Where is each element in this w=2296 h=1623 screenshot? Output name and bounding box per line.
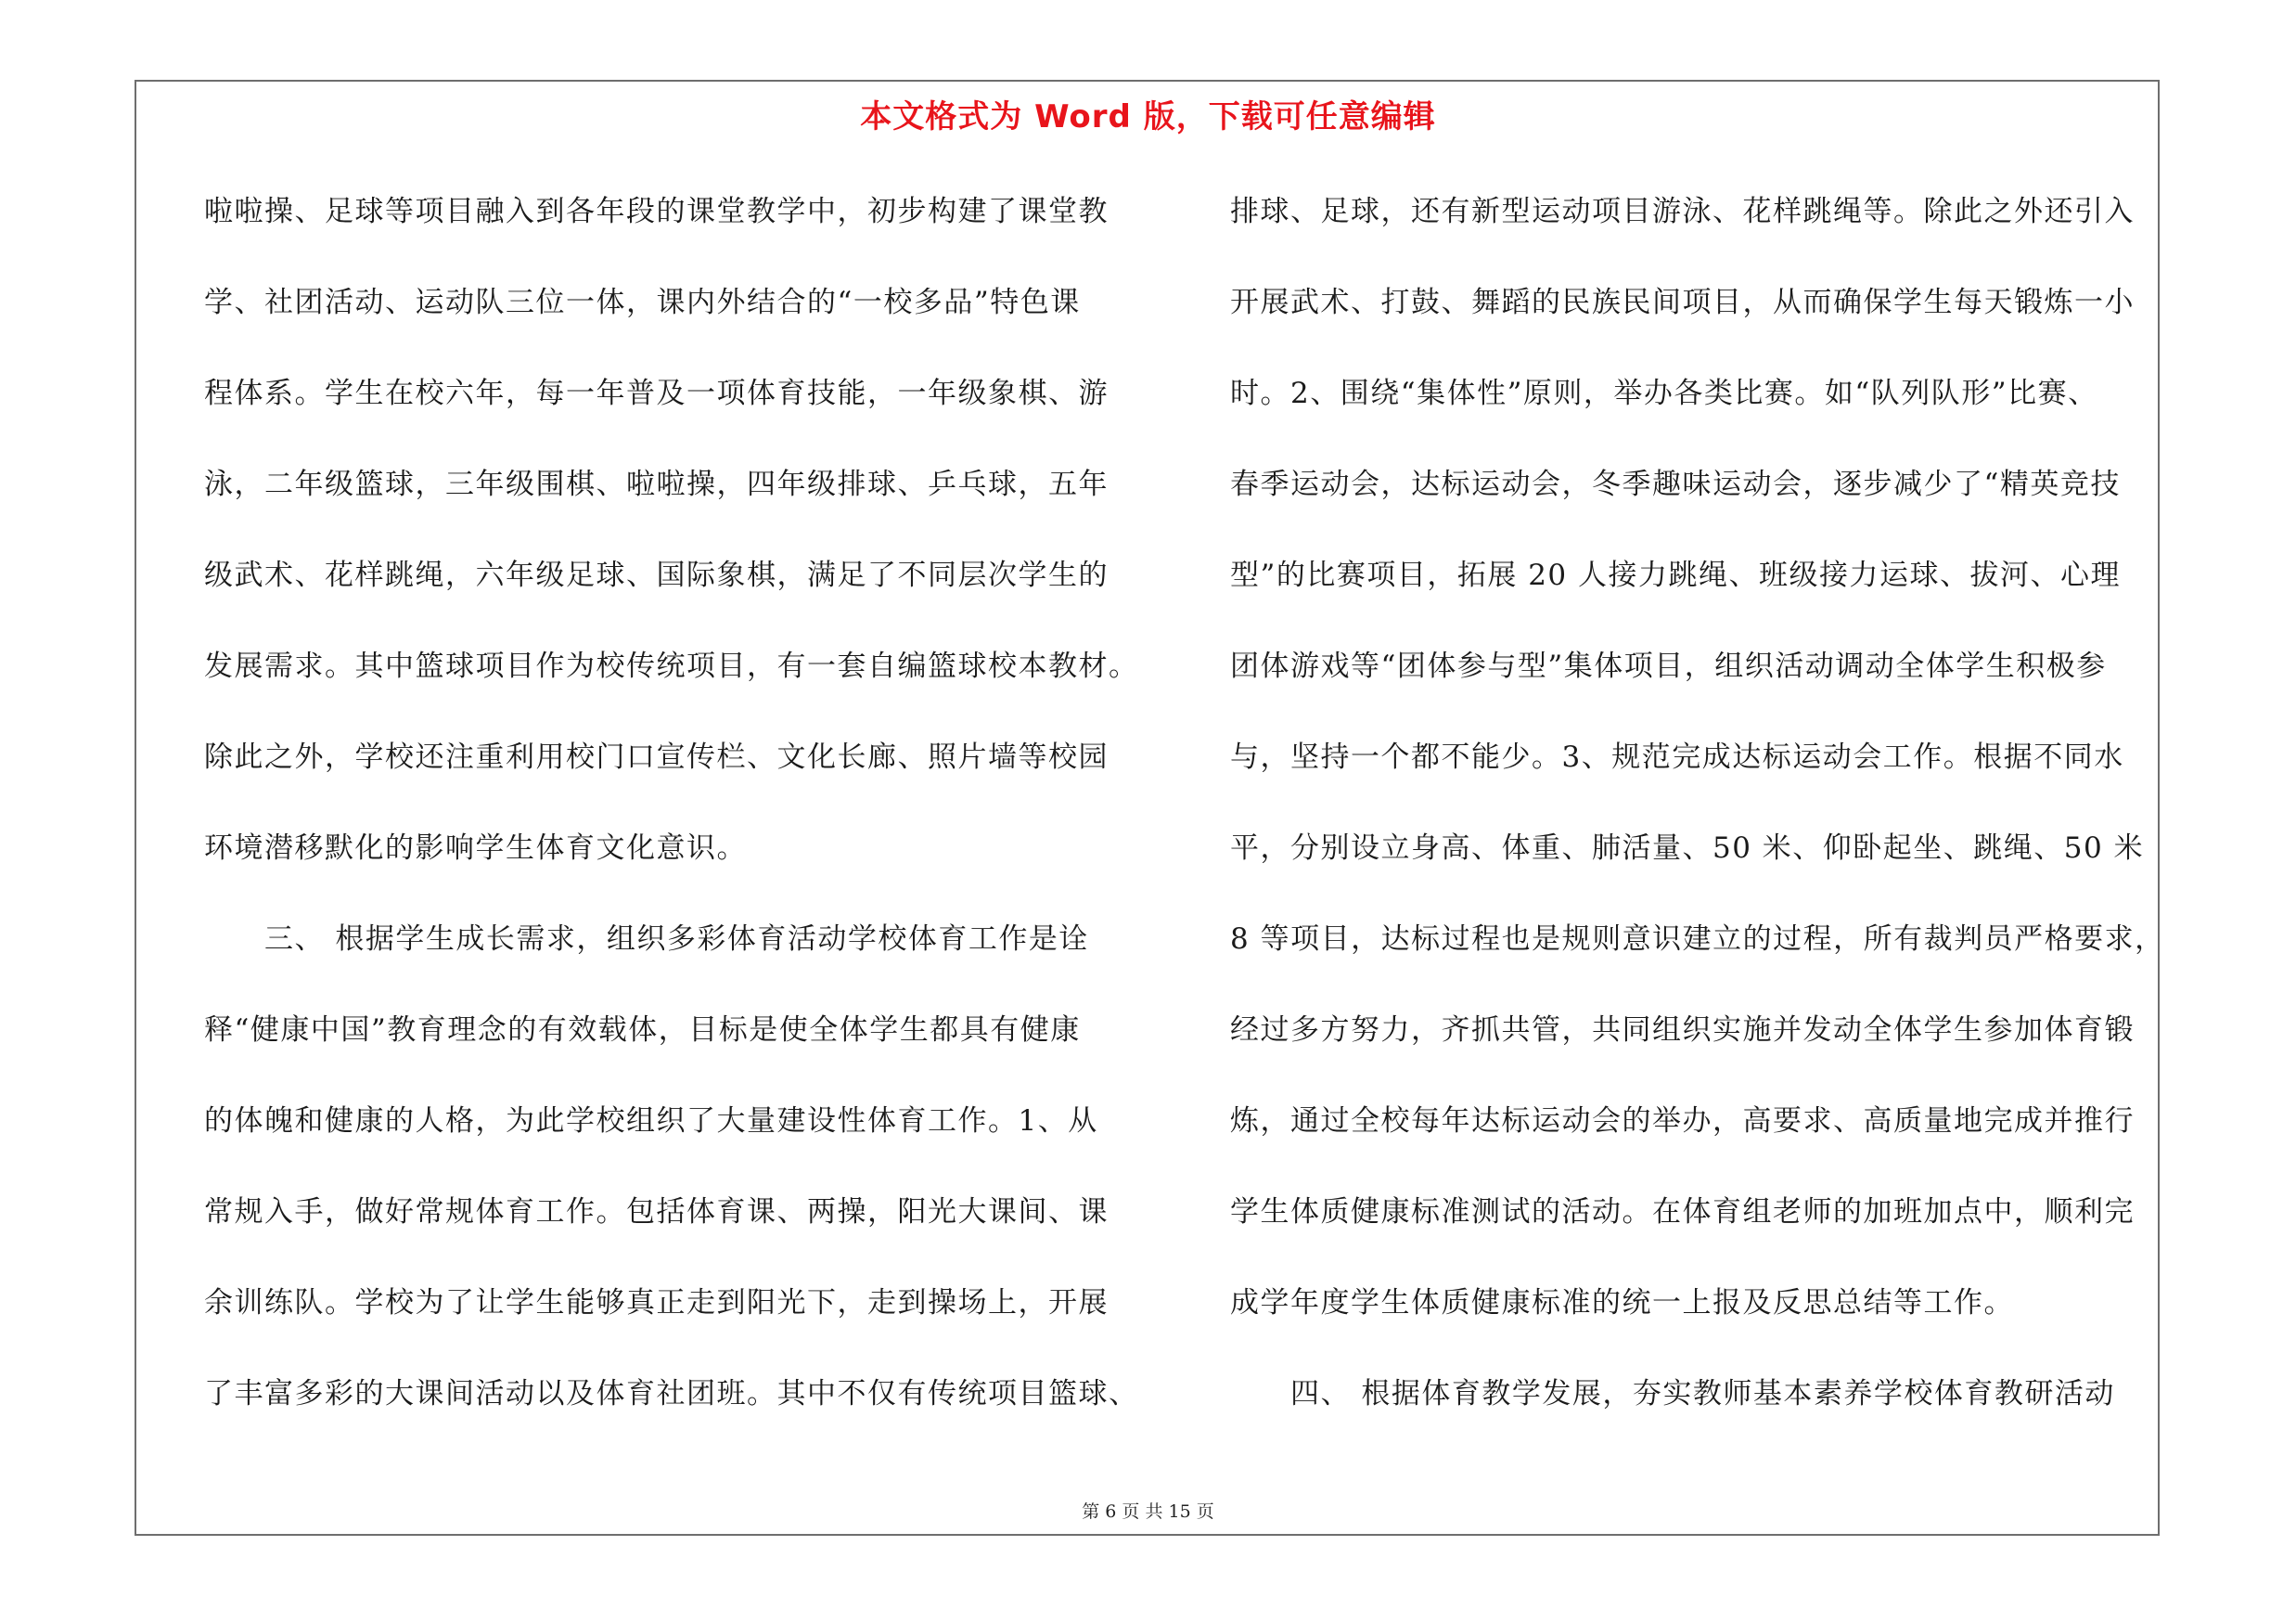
right-text-column [1230,182,2165,1455]
text-line: 三、 根据学生成长需求，组织多彩体育活动学校体育工作是诠 [204,922,1089,956]
text-line: 发展需求。其中篮球项目作为校传统项目，有一套自编篮球校本教材。 [204,650,1139,683]
text-line: 泳，二年级篮球，三年级围棋、啦啦操，四年级排球、乒乓球，五年 [204,468,1109,501]
text-line: 炼，通过全校每年达标运动会的举办，高要求、高质量地完成并推行 [1230,1104,2135,1138]
text-line: 型”的比赛项目，拓展 20 人接力跳绳、班级接力运球、拔河、心理 [1230,559,2121,592]
text-line: 平，分别设立身高、体重、肺活量、50 米、仰卧起坐、跳绳、50 米 [1230,831,2145,865]
text-line: 开展武术、打鼓、舞蹈的民族民间项目，从而确保学生每天锻炼一小 [1230,286,2135,319]
page-number-footer: 第 6 页 共 15 页 [1082,1501,1214,1522]
text-line: 时。2、围绕“集体性”原则，举办各类比赛。如“队列队形”比赛、 [1230,377,2098,410]
text-line: 8 等项目，达标过程也是规则意识建立的过程，所有裁判员严格要求， [1230,922,2165,956]
text-line: 的体魄和健康的人格，为此学校组织了大量建设性体育工作。1、从 [204,1104,1098,1138]
text-line: 余训练队。学校为了让学生能够真正走到阳光下，走到操场上，开展 [204,1286,1109,1320]
text-line: 学生体质健康标准测试的活动。在体育组老师的加班加点中，顺利完 [1230,1195,2135,1229]
text-line: 啦啦操、足球等项目融入到各年段的课堂教学中，初步构建了课堂教 [204,195,1109,228]
text-line: 除此之外，学校还注重利用校门口宣传栏、文化长廊、照片墙等校园 [204,741,1109,774]
text-line: 四、 根据体育教学发展，夯实教师基本素养学校体育教研活动 [1230,1377,2115,1410]
text-line: 成学年度学生体质健康标准的统一上报及反思总结等工作。 [1230,1286,2014,1320]
text-line: 程体系。学生在校六年，每一年普及一项体育技能，一年级象棋、游 [204,377,1109,410]
text-line: 经过多方努力，齐抓共管，共同组织实施并发动全体学生参加体育锻 [1230,1013,2135,1047]
text-line: 学、社团活动、运动队三位一体，课内外结合的“一校多品”特色课 [204,286,1081,319]
text-line: 团体游戏等“团体参与型”集体项目，组织活动调动全体学生积极参 [1230,650,2107,683]
text-line: 释“健康中国”教育理念的有效载体，目标是使全体学生都具有健康 [204,1013,1081,1047]
text-line: 常规入手，做好常规体育工作。包括体育课、两操，阳光大课间、课 [204,1195,1109,1229]
text-line: 级武术、花样跳绳，六年级足球、国际象棋，满足了不同层次学生的 [204,559,1109,592]
text-line: 了丰富多彩的大课间活动以及体育社团班。其中不仅有传统项目篮球、 [204,1377,1139,1410]
text-line: 春季运动会，达标运动会，冬季趣味运动会，逐步减少了“精英竞技 [1230,468,2121,501]
format-banner: 本文格式为 Word 版，下载可任意编辑 [860,98,1436,135]
left-text-column [204,182,1139,1455]
text-line: 环境潜移默化的影响学生体育文化意识。 [204,831,747,865]
text-line: 排球、足球，还有新型运动项目游泳、花样跳绳等。除此之外还引入 [1230,195,2135,228]
text-line: 与，坚持一个都不能少。3、规范完成达标运动会工作。根据不同水 [1230,741,2124,774]
